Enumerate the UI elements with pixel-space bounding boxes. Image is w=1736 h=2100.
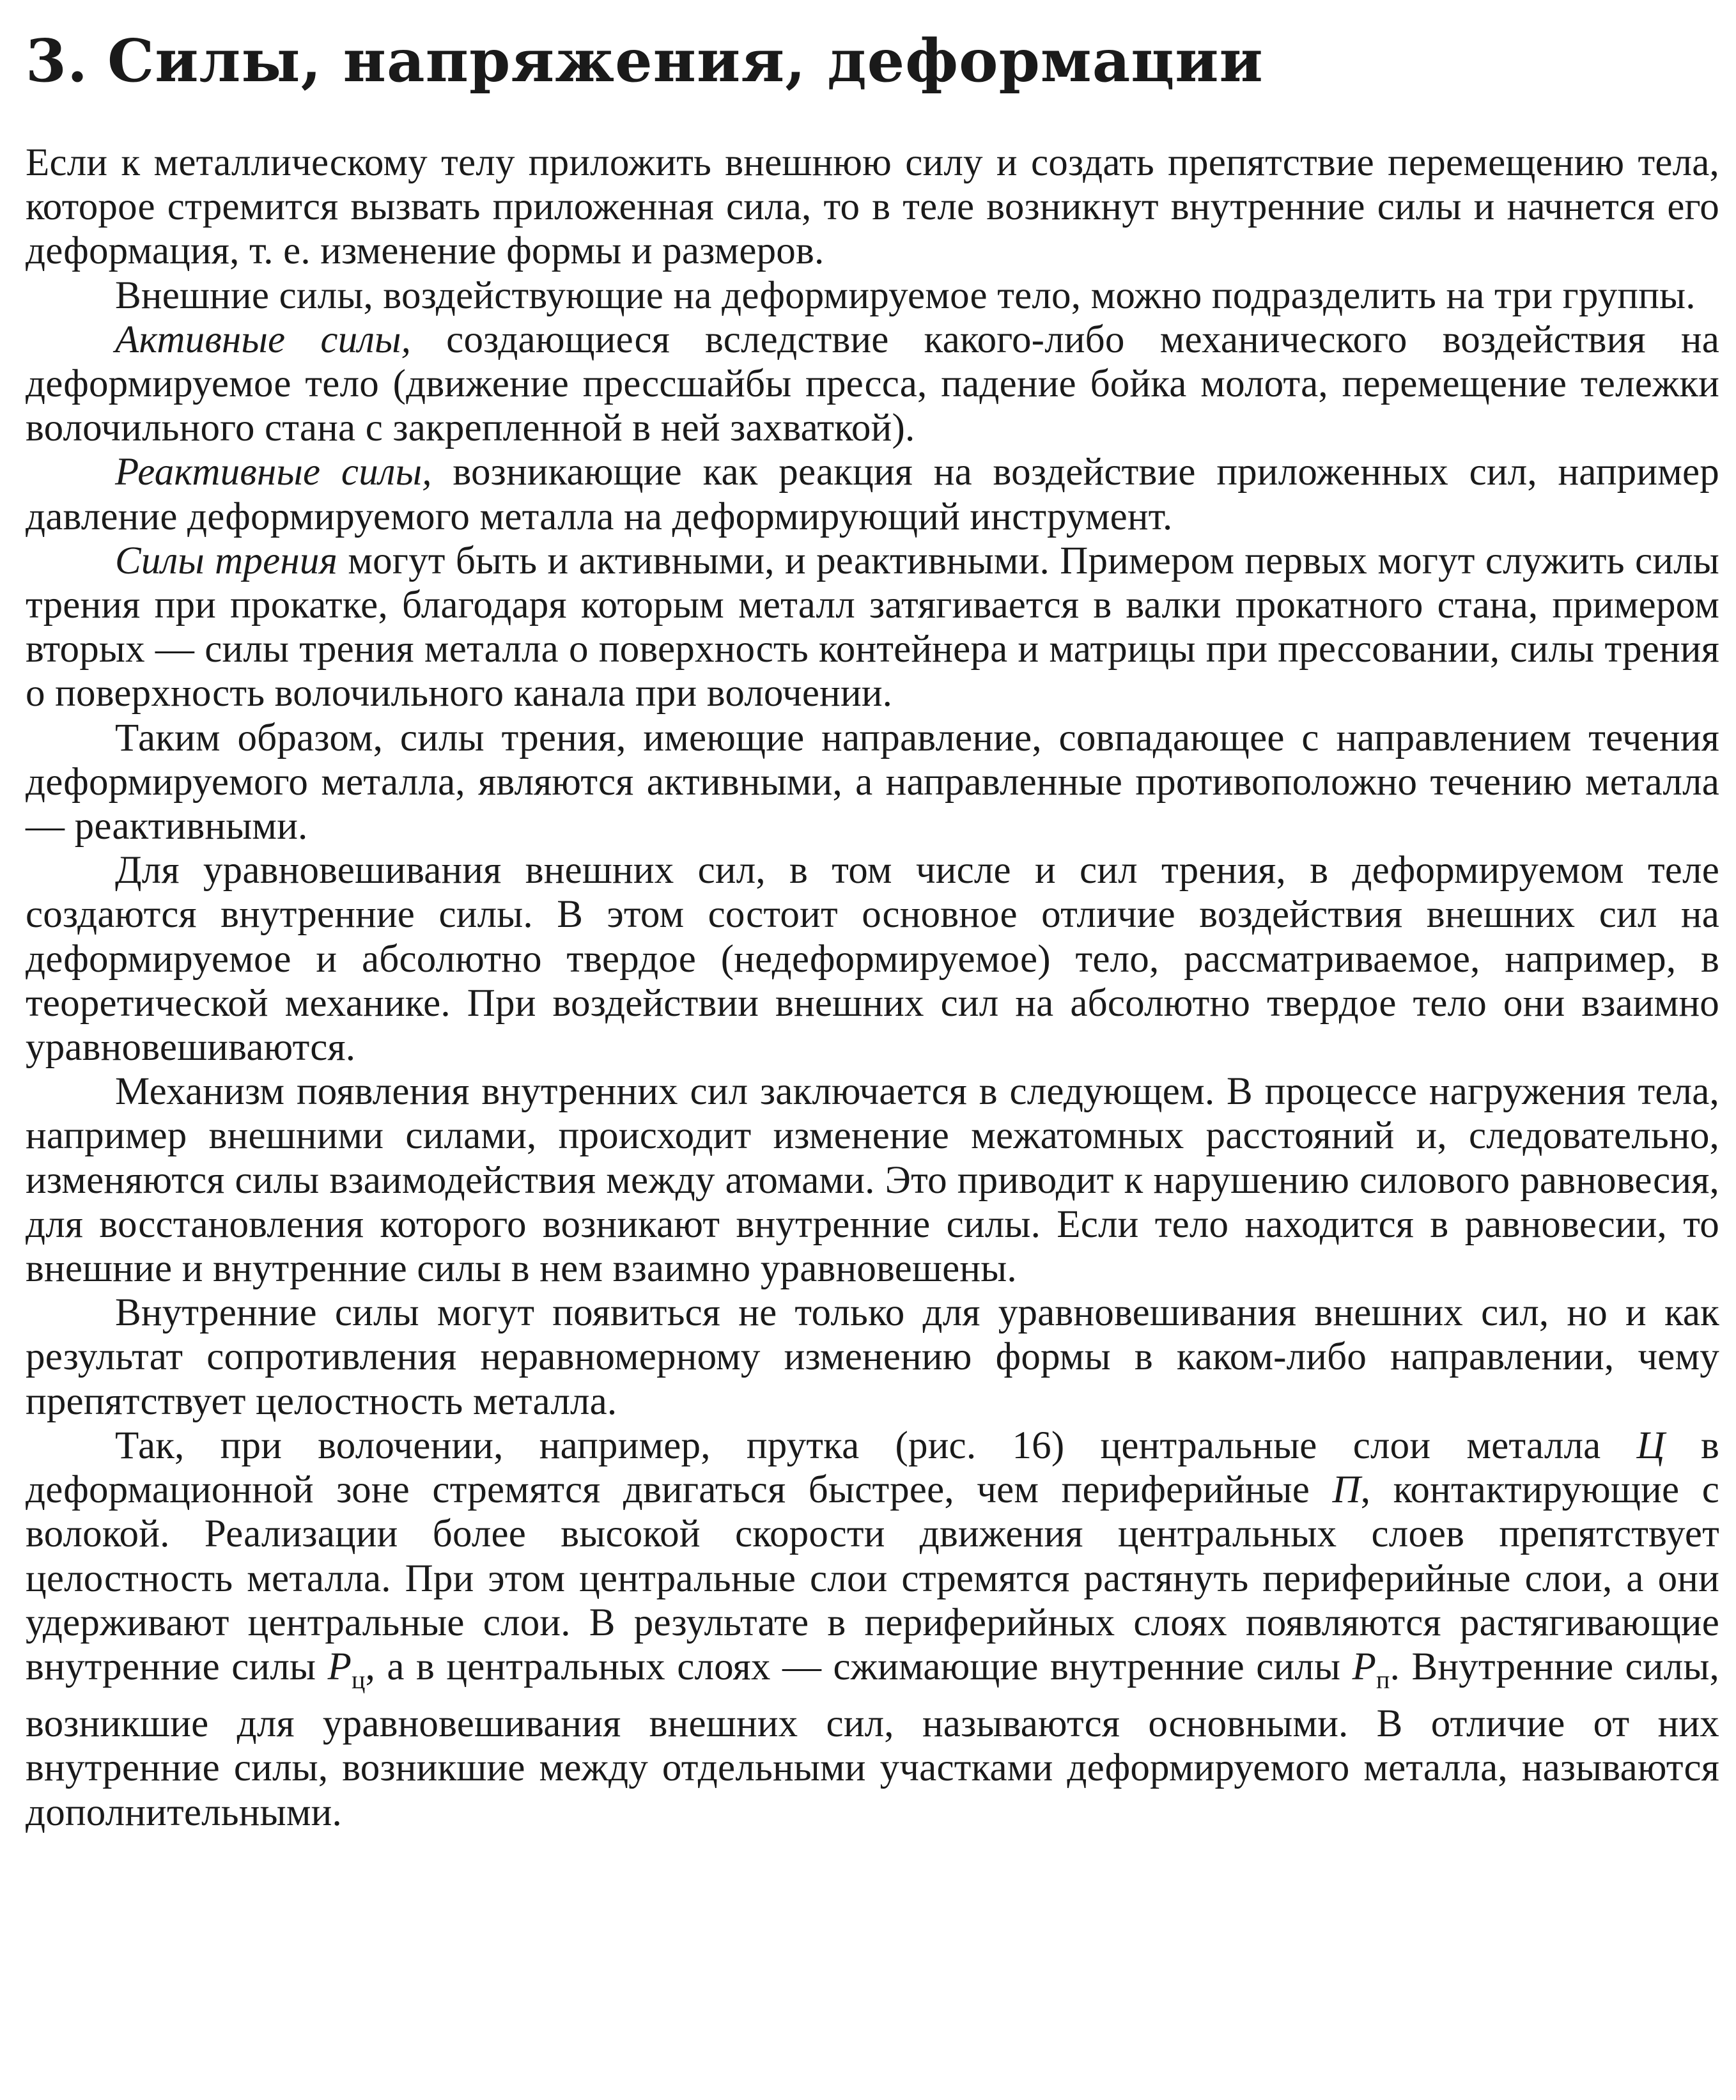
section-heading: [26, 26, 1719, 96]
section-number: 3.: [26, 26, 89, 95]
paragraph-text: возникающие как реакция на воздействие приложенных сил, например давление деформируемого металла на деформирующий инструмент.: [26, 451, 1719, 538]
symbol-force-pp: P: [1352, 1645, 1377, 1688]
symbol-periphery: П: [1332, 1468, 1361, 1512]
document-page: [26, 26, 1719, 2084]
paragraph-text: создающиеся вследствие какого-либо механического воздействия на деформируемое тело (движение прессшайбы пресса, падение бойка молота, перемещение тележки волочильного стана с закрепленной в ней захваткой).: [26, 318, 1719, 450]
paragraph-internal-forces: Внутренние силы могут появиться не только для уравновешивания внешних сил, но и как результат сопротивления неравномерному изменению формы в каком-либо направлении, чему препятствует целостность металла.: [26, 1291, 1719, 1423]
paragraph-text: в деформационной зоне стремятся двигаться быстрее, чем периферийные: [26, 1424, 1719, 1512]
paragraph-friction-forces: [26, 539, 1719, 716]
paragraph-mechanism: Механизм появления внутренних сил заключается в следующем. В процессе нагружения тела, например внешними силами, происходит изменение межатомных расстояний и, следовательно, изменяются силы взаимодействия между атомами. Это приводит к нарушению силового равновесия, для восстановления которого возникают внутренние силы. Если тело находится в равновесии, то внешние и внутренние силы в нем взаимно уравновешены.: [26, 1070, 1719, 1291]
paragraph-force-groups: Внешние силы, воздействующие на деформируемое тело, можно подразделить на три группы.: [115, 274, 1696, 317]
symbol-force-pc: P: [327, 1645, 352, 1688]
paragraph-text: , контактирующие с волокой. Реализации более высокой скорости движения центральных слоев препятствует целостность металла. При этом центральные слои стремятся растянуть периферийные слои, а они удерживают центральные слои. В результате в периферийных слоях появляются растягивающие внутренние силы: [26, 1468, 1719, 1688]
paragraph-friction-summary: Таким образом, силы трения, имеющие направление, совпадающее с направлением течения деформируемого металла, являются активными, а направленные противоположно течению металла — реактивными.: [26, 716, 1719, 848]
body-text: [26, 141, 1719, 1835]
term-friction-forces: Силы трения: [115, 539, 338, 582]
paragraph-text: могут быть и активными, и реактивными. Примером первых могут служить силы трения при прокатке, благодаря которым металл затягивается в валки прокатного стана, примером вторых — силы трения металла о поверхность контейнера и матрицы при прессовании, силы трения о поверхность волочильного канала при волочении.: [26, 539, 1719, 715]
paragraph-balancing: Для уравновешивания внешних сил, в том числе и сил трения, в деформируемом теле создаются внутренние силы. В этом состоит основное отличие воздействия внешних сил на деформируемое и абсолютно твердое (недеформируемое) тело, рассматриваемое, например, в теоретической механике. При воздействии внешних сил на абсолютно твердое тело они взаимно уравновешиваются.: [26, 849, 1719, 1069]
paragraph-reactive-forces: [26, 450, 1719, 538]
section-title: Силы, напряжения, деформации: [107, 26, 1264, 95]
paragraph-text: , а в центральных слоях — сжимающие внутренние силы: [365, 1645, 1352, 1688]
term-reactive-forces: Реактивные силы,: [115, 451, 432, 494]
symbol-force-pc-subscript: ц: [352, 1665, 366, 1694]
paragraph-drawing-example: [26, 1424, 1719, 1835]
paragraph-intro: Если к металлическому телу приложить внешнюю силу и создать препятствие перемещению тела, которое стремится вызвать приложенная сила, то в теле возникнут внутренние силы и начнется его деформация, т. е. изменение формы и размеров.: [26, 141, 1719, 273]
paragraph-text: . Внутренние силы, возникшие для уравновешивания внешних сил, называются основными. В отличие от них внутренние силы, возникшие между отдельными участками деформируемого металла, называются дополнительными.: [26, 1645, 1719, 1834]
symbol-center: Ц: [1636, 1424, 1665, 1467]
paragraph-active-forces: [26, 318, 1719, 451]
paragraph-text: Так, при волочении, например, прутка (рис. 16) центральные слои металла: [115, 1424, 1637, 1467]
term-active-forces: Активные силы,: [115, 318, 412, 361]
symbol-force-pp-subscript: п: [1376, 1665, 1390, 1694]
